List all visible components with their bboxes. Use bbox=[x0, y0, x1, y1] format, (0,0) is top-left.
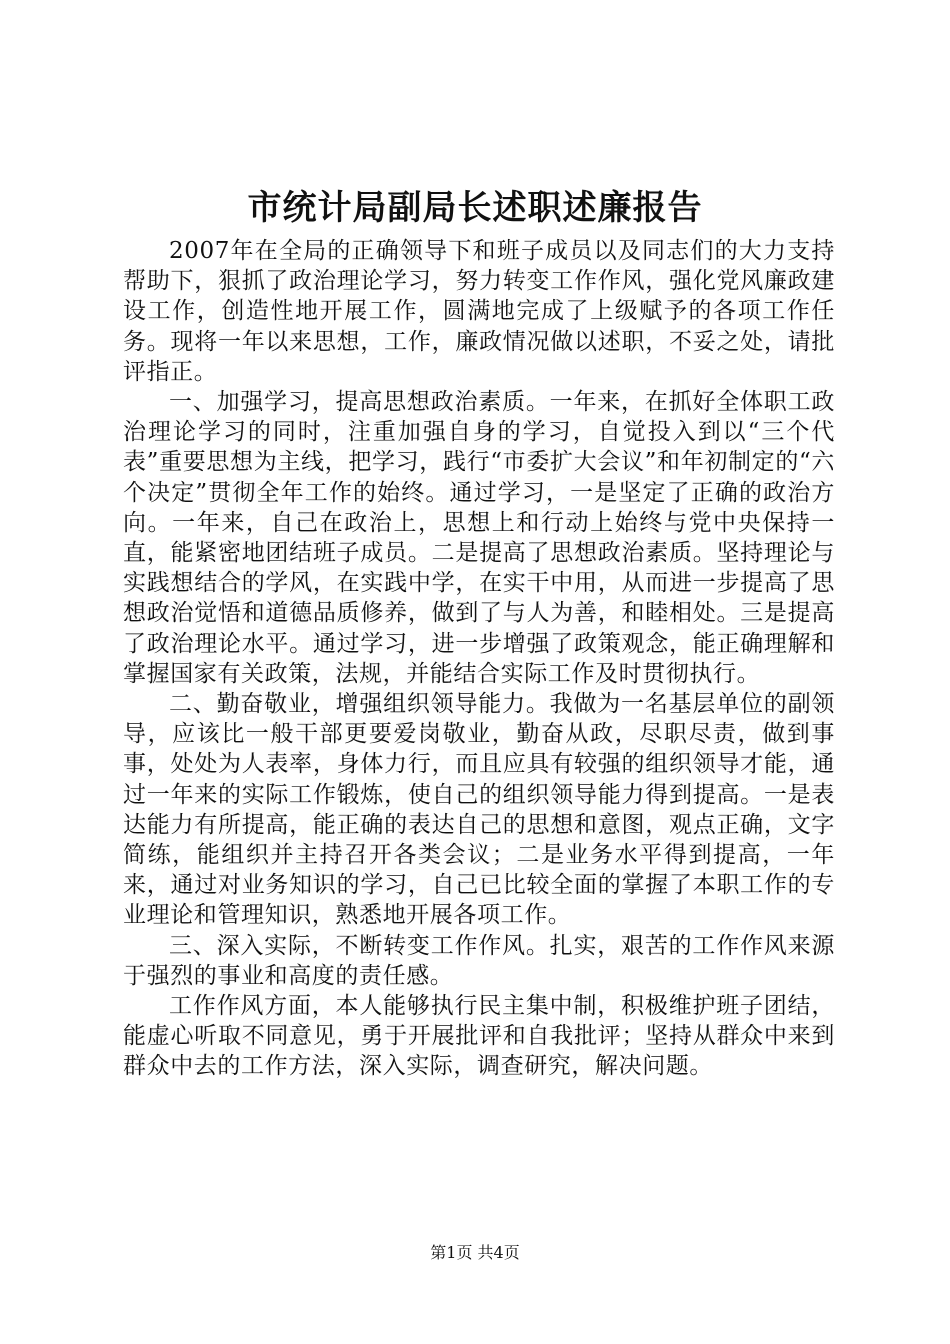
document-title: 市统计局副局长述职述廉报告 bbox=[247, 188, 703, 228]
paragraph-section-3: 三、深入实际，不断转变工作作风。扎实，艰苦的工作作风来源于强烈的事业和高度的责任感。 bbox=[123, 932, 835, 989]
paragraph-section-2: 二、勤奋敬业，增强组织领导能力。我做为一名基层单位的副领导，应该比一般干部更要爱岗敬业，勤奋从政，尽职尽责，做到事事，处处为人表率，身体力行，而且应具有较强的组织领导才能，通过一年来的实际工作锻炼，使自己的组织领导能力得到提高。一是表达能力有所提高，能正确的表达自己的思想和意图，观点正确，文字简练，能组织并主持召开各类会议；二是业务水平得到提高，一年来，通过对业务知识的学习，自己已比较全面的掌握了本职工作的专业理论和管理知识，熟悉地开展各项工作。 bbox=[123, 691, 835, 929]
paragraph-work-style: 工作作风方面，本人能够执行民主集中制，积极维护班子团结，能虚心听取不同意见，勇于开展批评和自我批评；坚持从群众中来到群众中去的工作方法，深入实际，调查研究，解决问题。 bbox=[123, 993, 835, 1080]
page-number-footer: 第1页 共4页 bbox=[430, 1243, 520, 1262]
document-body bbox=[123, 236, 835, 1082]
paragraph-section-1: 一、加强学习，提高思想政治素质。一年来，在抓好全体职工政治理论学习的同时，注重加强自身的学习，自觉投入到以“三个代表”重要思想为主线，把学习，践行“市委扩大会议”和年初制定的“六个决定”贯彻全年工作的始终。通过学习，一是坚定了正确的政治方向。一年来，自己在政治上，思想上和行动上始终与党中央保持一直，能紧密地团结班子成员。二是提高了思想政治素质。坚持理论与实践想结合的学风，在实践中学，在实干中用，从而进一步提高了思想政治觉悟和道德品质修养，做到了与人为善，和睦相处。三是提高了政治理论水平。通过学习，进一步增强了政策观念，能正确理解和掌握国家有关政策，法规，并能结合实际工作及时贯彻执行。 bbox=[123, 389, 835, 687]
paragraph-intro: 2007年在全局的正确领导下和班子成员以及同志们的大力支持帮助下，狠抓了政治理论学习，努力转变工作作风，强化党风廉政建设工作，创造性地开展工作，圆满地完成了上级赋予的各项工作任务。现将一年以来思想，工作，廉政情况做以述职，不妥之处，请批评指正。 bbox=[123, 238, 835, 385]
